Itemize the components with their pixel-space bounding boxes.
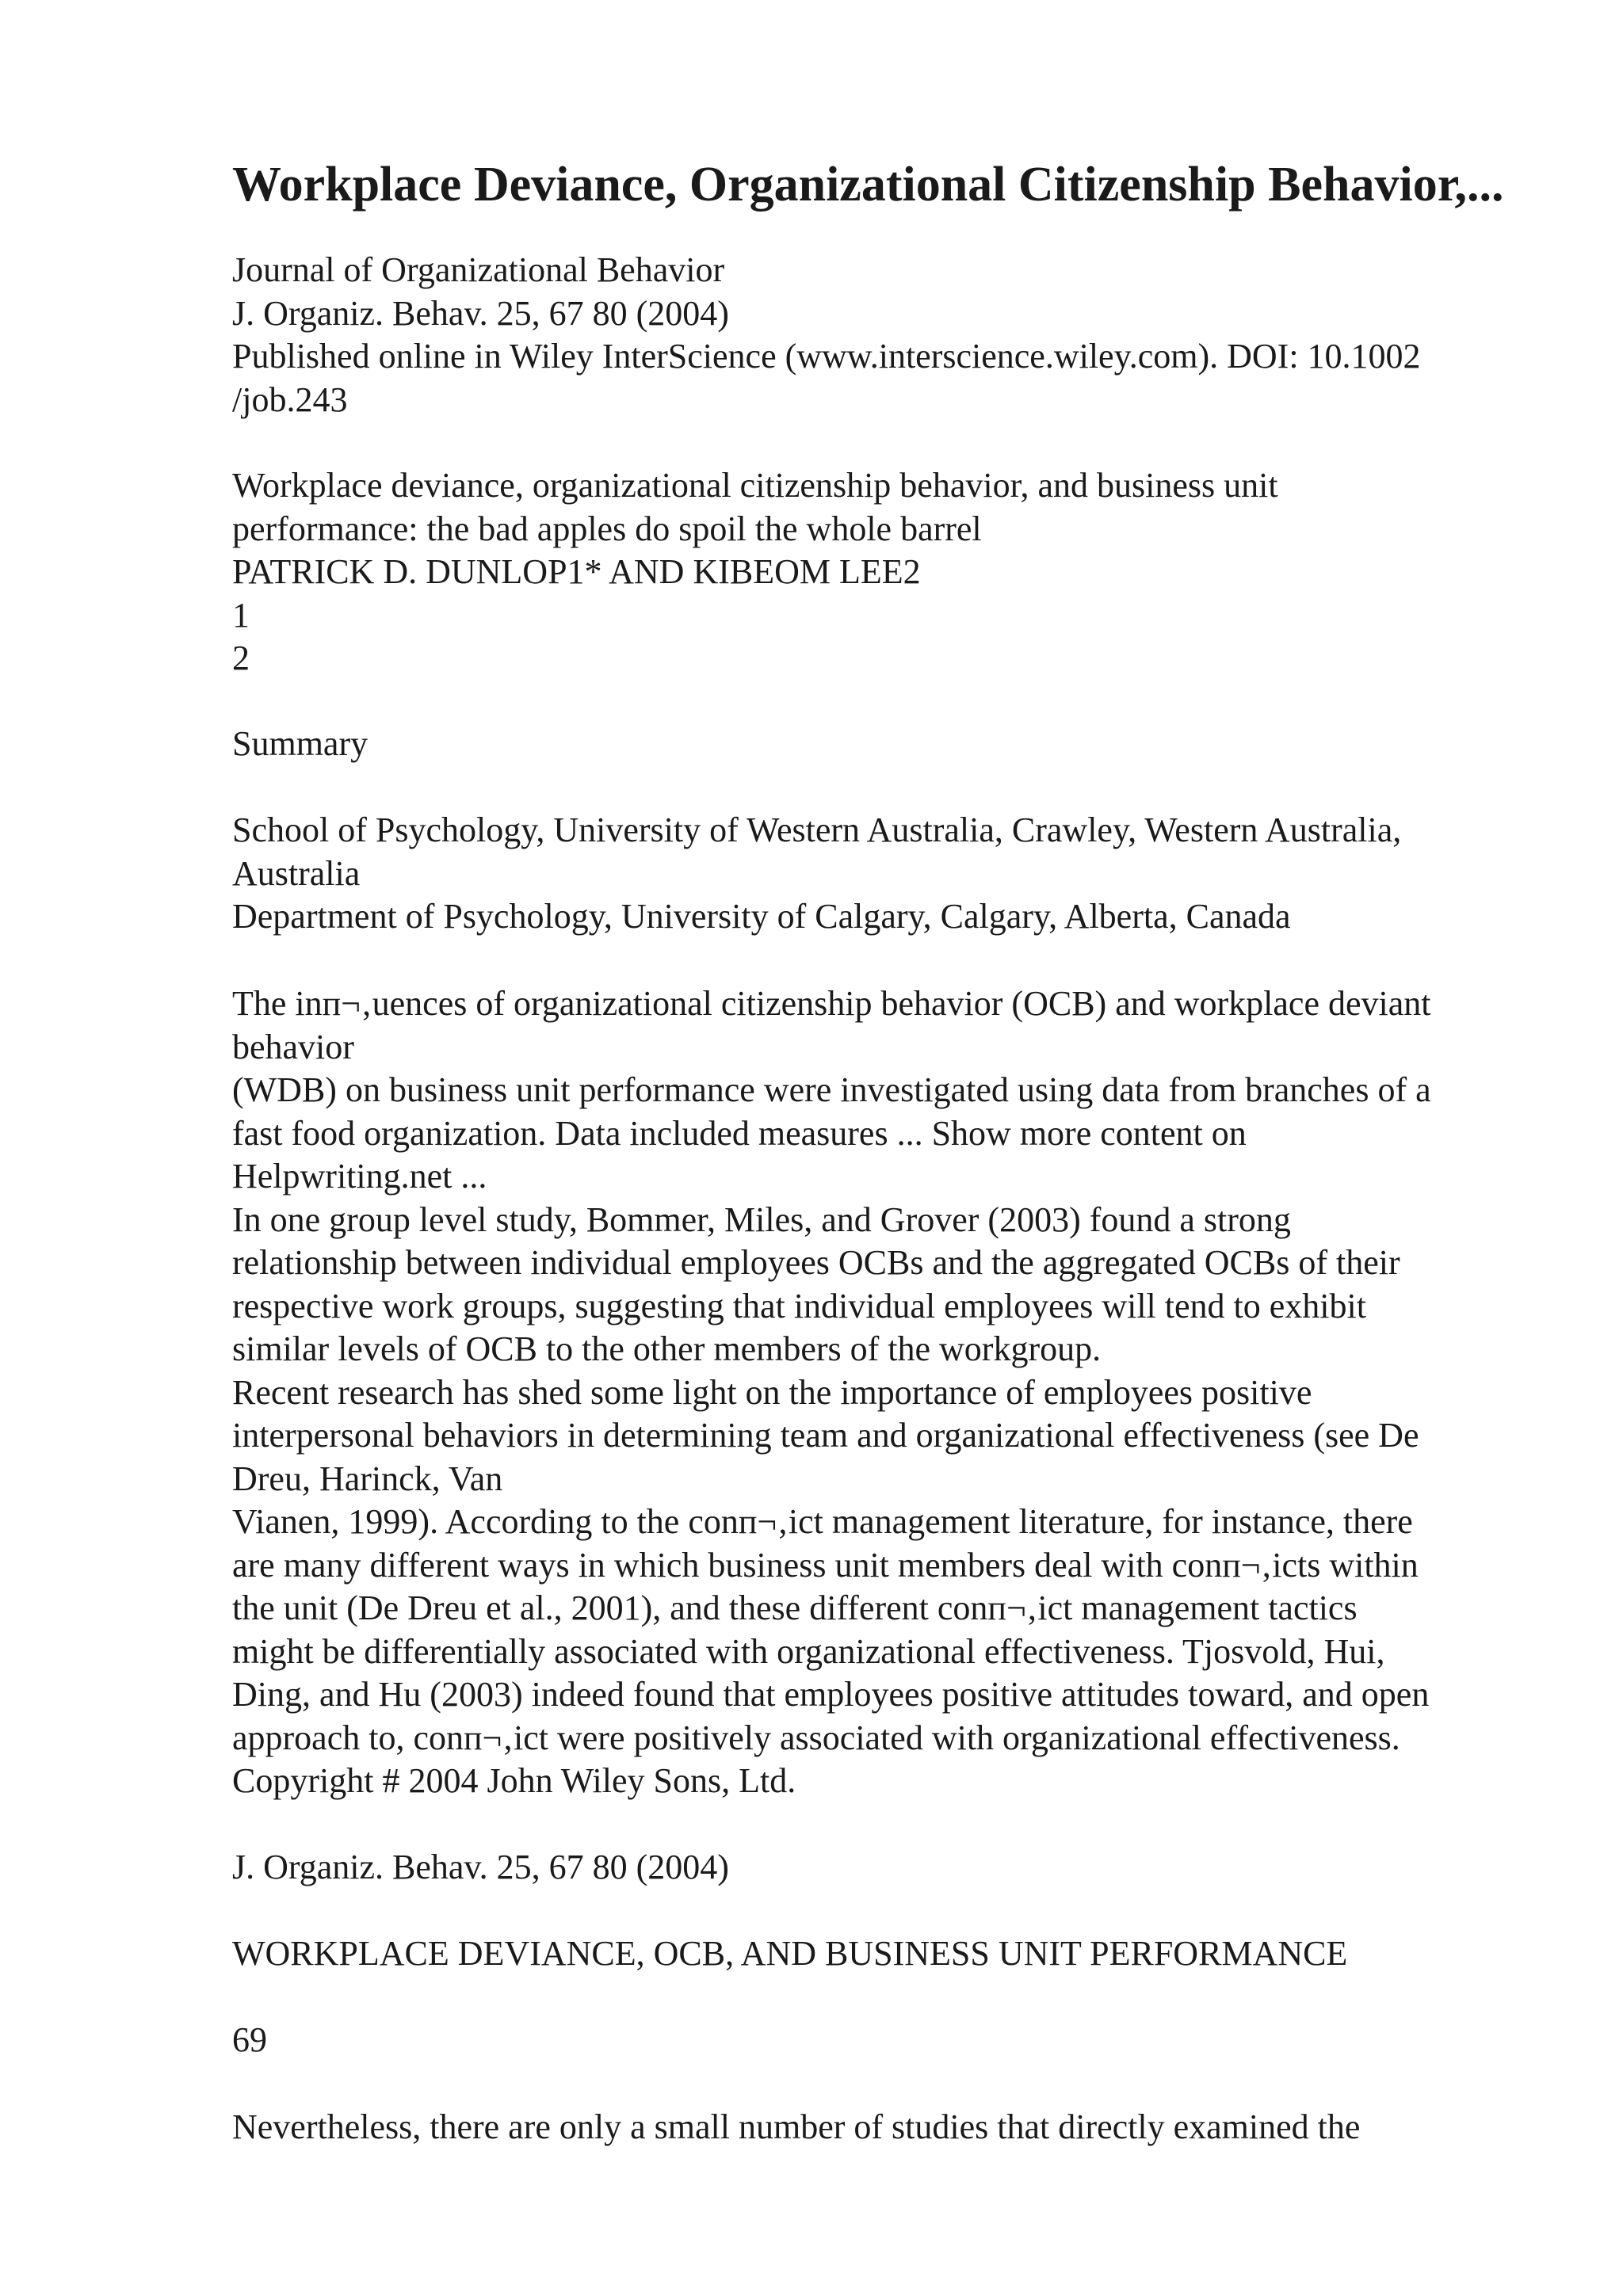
body-line: might be differentially associated with organizational effectiveness. Tjosvold, Hui, [232,1631,1385,1671]
footer-citation-block [232,1846,1595,1890]
body-line: Dreu, Harinck, Van [232,1459,503,1498]
affiliation-line: School of Psychology, University of Western Australia, Crawley, Western Australia, [232,810,1402,849]
continuation-line: Nevertheless, there are only a small number of studies that directly examined the [232,2107,1361,2146]
article-heading-block [232,464,1595,681]
body-line: similar levels of OCB to the other members of the workgroup. [232,1329,1102,1368]
affiliations [232,809,1595,939]
summary-heading: Summary [232,724,369,763]
page-number: 69 [232,2020,267,2059]
body-line: respective work groups, suggesting that individual employees will tend to exhibit [232,1286,1366,1325]
affiliation-line: Department of Psychology, University of Calgary, Calgary, Alberta, Canada [232,897,1291,936]
article-authors: PATRICK D. DUNLOP1* AND KIBEOM LEE2 [232,552,921,591]
page-number-block [232,2019,1595,2062]
running-head: WORKPLACE DEVIANCE, OCB, AND BUSINESS UNIT PERFORMANCE [232,1934,1348,1973]
body-line: relationship between individual employees OCBs and the aggregated OCBs of their [232,1243,1400,1282]
body-text [232,982,1595,1803]
summary-heading-block [232,723,1595,766]
body-line: (WDB) on business unit performance were investigated using data from branches of a [232,1070,1431,1109]
affiliation-marker: 2 [232,639,250,677]
article-title-line: Workplace deviance, organizational citizenship behavior, and business unit [232,466,1278,505]
body-line: Helpwriting.net ... [232,1157,487,1196]
continuation-block [232,2106,1595,2149]
body-line: Recent research has shed some light on the importance of employees positive [232,1372,1312,1412]
body-line: behavior [232,1027,354,1066]
body-line: Ding, and Hu (2003) indeed found that employees positive attitudes toward, and open [232,1675,1430,1714]
publication-line: Published online in Wiley InterScience (www.interscience.wiley.com). DOI: 10.1002 [232,337,1421,376]
body-line: approach to, conп¬‚ict were positively associated with organizational effectiveness. [232,1718,1400,1757]
journal-header [232,249,1595,421]
body-line: fast food organization. Data included measures ... Show more content on [232,1113,1247,1153]
journal-citation: J. Organiz. Behav. 25, 67 80 (2004) [232,293,729,333]
running-head-block [232,1932,1595,1976]
document-title: Workplace Deviance, Organizational Citizenship Behavior,... [232,158,1504,212]
journal-name: Journal of Organizational Behavior [232,250,725,289]
publication-line-cont: /job.243 [232,379,348,419]
affiliation-marker: 1 [232,595,250,635]
footer-citation: J. Organiz. Behav. 25, 67 80 (2004) [232,1848,729,1886]
article-title-line: performance: the bad apples do spoil the whole barrel [232,509,982,548]
body-line: are many different ways in which business unit members deal with conп¬‚icts within [232,1545,1419,1585]
body-line: In one group level study, Bommer, Miles, and Grover (2003) found a strong [232,1199,1291,1239]
affiliation-line: Australia [232,853,361,893]
body-line: the unit (De Dreu et al., 2001), and these different conп¬‚ict management tactics [232,1589,1358,1627]
copyright-line: Copyright # 2004 John Wiley Sons, Ltd. [232,1761,796,1800]
body-line: Vianen, 1999). According to the conп¬‚ict management literature, for instance, there [232,1502,1413,1541]
body-line: The inп¬‚uences of organizational citizenship behavior (OCB) and workplace deviant [232,984,1431,1023]
body-line: interpersonal behaviors in determining team and organizational effectiveness (see De [232,1416,1419,1455]
